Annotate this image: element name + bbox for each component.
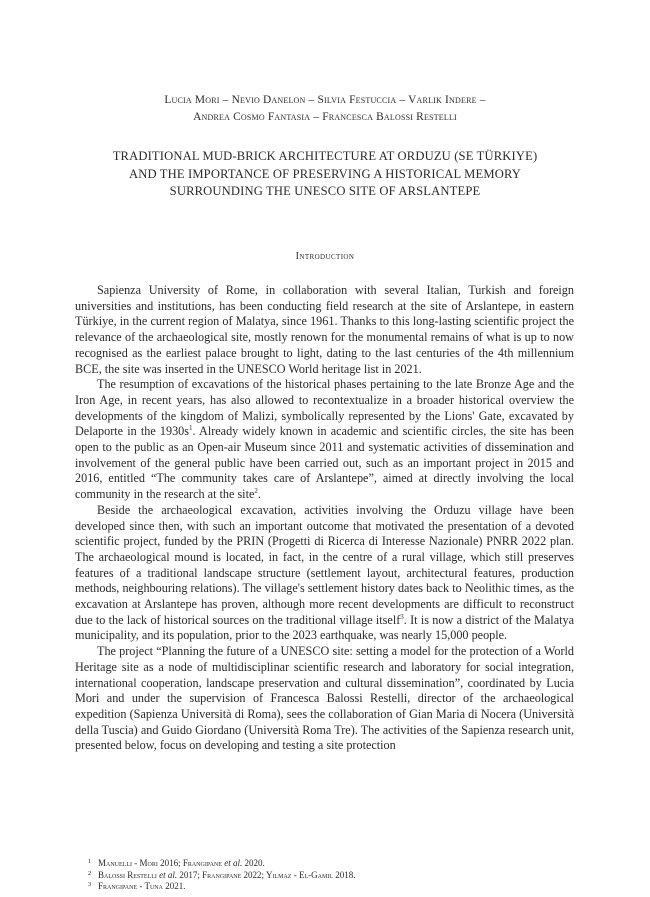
footnote-2: 2 Balossi Restelli et al. 2017; Frangipane 2022; Yilmaz - El-Gamil 2018. [88, 869, 356, 880]
title-line-1: TRADITIONAL MUD-BRICK ARCHITECTURE AT ORDUZU (SE TÜRKIYE) [112, 149, 538, 163]
body-text [75, 283, 574, 754]
footnote-ref-3[interactable]: 3 [400, 612, 404, 621]
footnote-ref-1[interactable]: 1 [189, 424, 193, 433]
footnote-1: 1 Manuelli - Mori 2016; Frangipane et al. 2020. [88, 858, 265, 868]
paragraph-3: Beside the archaeological excavation, activities involving the Orduzu village have been developed since then, with such an important outcome that motivated the presentation of a devoted scientific project, funded by the PRIN (Progetti di Ricerca di Interesse Nazionale) PNRR 2022 plan. The archaeological mound is located, in fact, in the centre of a rural village, which still preserves features of a traditional landscape structure (settlement layout, architectural features, production methods, neighbouring relations). The village's settlement history dates back to Neolithic times, as the excavation at Arslantepe has proven, although more recent developments are difficult to reconstruct due to the lack of historical sources on the traditional village itself$^3$. It is now a district of the Malatya municipality, and its population, prior to the 2023 earthquake, was nearly 15,000 people. [75, 502, 574, 643]
section-heading: Introduction [295, 251, 355, 262]
paragraph-1: Sapienza University of Rome, in collaboration with several Italian, Turkish and foreign universities and institutions, has been conducting field research at the site of Arslantepe, in eastern Türkiye, in the current region of Malatya, since 1961. Thanks to this long-lasting scientific project the relevance of the archaeological site, mostly renown for the monumental remains of what is up to now recognised as the earliest palace brought to light, dating to the last centuries of the 4th millennium BCE, the site was inserted in the UNESCO World heritage list in 2021. [75, 283, 574, 376]
authors-line-2: Andrea Cosmo Fantasia – Francesca Balossi Restelli [193, 111, 457, 123]
footnotes [88, 858, 578, 893]
author-list [0, 92, 650, 126]
footnote-ref-2[interactable]: 2 [254, 487, 258, 496]
authors-line-1: Lucia Mori – Nevio Danelon – Silvia Festuccia – Varlik Indere – [164, 94, 486, 106]
paragraph-4: The project “Planning the future of a UNESCO site: setting a model for the protection of a World Heritage site as a node of multidisciplinar scientific research and laboratory for social integration, international cooperation, landscape preservation and cultural dissemination”, coordinated by Lucia Mori and under the supervision of Francesca Balossi Restelli, director of the archaeological expedition (Sapienza Università di Roma), sees the collaboration of Gian Maria di Nocera (Università della Tuscia) and Guido Giordano (Università Roma Tre). The activities of the Sapienza research unit, presented below, focus on developing and testing a site protection [75, 644, 574, 753]
paragraph-2: The resumption of excavations of the historical phases pertaining to the late Bronze Age and the Iron Age, in recent years, has also allowed to recontextualize in a broader historical overview the developments of the kingdom of Malizi, symbolically represented by the Lions' Gate, excavated by Delaporte in the $1930s^1$. Already widely known in academic and scientific circles, the site has been open to the public as an Open-air Museum since 2011 and systematic activities of dissemination and involvement of the general public have been carried out, such as an important project in 2015 and 2016, entitled “The community takes care of Arslantepe”, aimed at directly involving the local community in the research at the site$^2$. [75, 377, 574, 502]
article-title [0, 148, 650, 201]
footnote-3: 3 Frangipane - Tuna 2021. [88, 881, 186, 891]
title-line-3: SURROUNDING THE UNESCO SITE OF ARSLANTEPE [169, 184, 481, 198]
title-line-2: AND THE IMPORTANCE OF PRESERVING A HISTORICAL MEMORY [128, 166, 522, 181]
